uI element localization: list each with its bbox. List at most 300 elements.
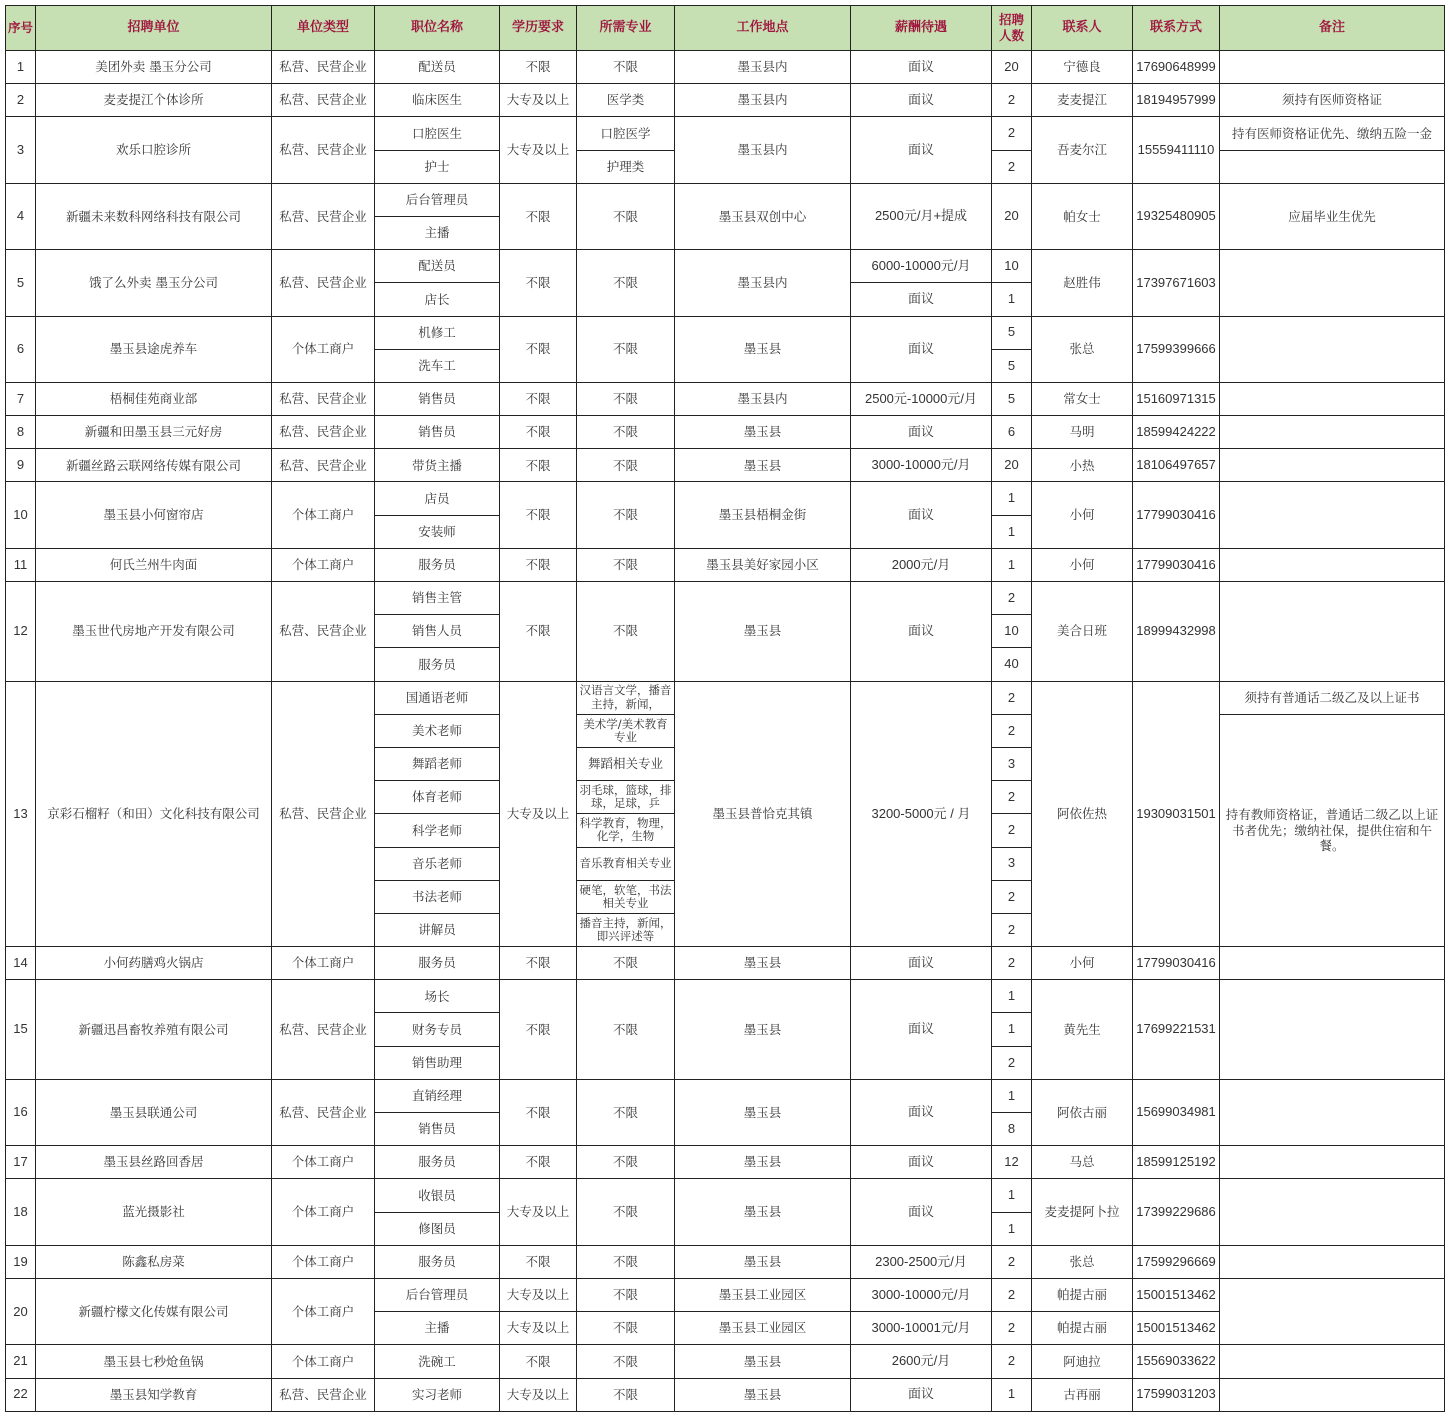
position-title: 主播 — [375, 216, 500, 249]
notes — [1220, 1146, 1445, 1179]
major: 不限 — [577, 382, 675, 415]
company-name: 小何药膳鸡火锅店 — [36, 947, 272, 980]
company-type: 个体工商户 — [272, 1245, 375, 1278]
hire-count: 2 — [992, 582, 1032, 615]
salary: 2500元/月+提成 — [851, 183, 992, 249]
major: 播音主持，新闻，即兴评述等 — [577, 913, 675, 946]
major: 不限 — [577, 449, 675, 482]
company-name: 新疆丝路云联网络传媒有限公司 — [36, 449, 272, 482]
position-title: 美术老师 — [375, 714, 500, 747]
contact-person: 阿依佐热 — [1032, 681, 1133, 947]
position-title: 洗车工 — [375, 349, 500, 382]
position-title: 场长 — [375, 980, 500, 1013]
position-title: 直销经理 — [375, 1079, 500, 1112]
position-title: 销售员 — [375, 416, 500, 449]
hire-count: 1 — [992, 1212, 1032, 1245]
education: 大专及以上 — [500, 1179, 577, 1245]
major: 不限 — [577, 482, 675, 548]
contact-phone: 15699034981 — [1133, 1079, 1220, 1145]
contact-person: 小热 — [1032, 449, 1133, 482]
contact-phone: 17599296669 — [1133, 1245, 1220, 1278]
company-name: 新疆未来数科网络科技有限公司 — [36, 183, 272, 249]
company-name: 何氏兰州牛肉面 — [36, 548, 272, 581]
salary: 3000-10000元/月 — [851, 1278, 992, 1311]
major: 硬笔，软笔，书法相关专业 — [577, 880, 675, 913]
position-title: 财务专员 — [375, 1013, 500, 1046]
work-location: 墨玉县 — [675, 1245, 851, 1278]
company-type: 私营、民营企业 — [272, 250, 375, 316]
work-location: 墨玉县 — [675, 1378, 851, 1411]
notes — [1220, 250, 1445, 316]
major: 口腔医学 — [577, 117, 675, 150]
work-location: 墨玉县 — [675, 1179, 851, 1245]
education: 不限 — [500, 947, 577, 980]
company-type: 个体工商户 — [272, 482, 375, 548]
education: 大专及以上 — [500, 681, 577, 947]
salary: 3000-10000元/月 — [851, 449, 992, 482]
work-location: 墨玉县内 — [675, 51, 851, 84]
hire-count: 5 — [992, 349, 1032, 382]
notes: 持有教师资格证，普通话二级乙以上证书者优先；缴纳社保，提供住宿和午餐。 — [1220, 714, 1445, 946]
position-title: 体育老师 — [375, 781, 500, 814]
header-salary: 薪酬待遇 — [851, 6, 992, 51]
position-title: 服务员 — [375, 1245, 500, 1278]
hire-count: 10 — [992, 250, 1032, 283]
table-row — [6, 1278, 1445, 1311]
education: 大专及以上 — [500, 117, 577, 183]
company-type: 私营、民营企业 — [272, 416, 375, 449]
major: 不限 — [577, 1079, 675, 1145]
salary: 面议 — [851, 482, 992, 548]
company-name: 墨玉县小何窗帘店 — [36, 482, 272, 548]
contact-person: 黄先生 — [1032, 980, 1133, 1080]
company-type: 个体工商户 — [272, 1146, 375, 1179]
salary: 面议 — [851, 1378, 992, 1411]
contact-phone: 15559411110 — [1133, 117, 1220, 183]
education: 不限 — [500, 250, 577, 316]
row-seq: 3 — [6, 117, 36, 183]
contact-person: 宁德良 — [1032, 51, 1133, 84]
major: 美术学/美术教育专业 — [577, 714, 675, 747]
major: 不限 — [577, 1345, 675, 1378]
hire-count: 20 — [992, 449, 1032, 482]
work-location: 墨玉县内 — [675, 250, 851, 316]
position-title: 服务员 — [375, 947, 500, 980]
table-row — [6, 449, 1445, 482]
contact-person: 帕提古丽 — [1032, 1312, 1133, 1345]
education: 不限 — [500, 416, 577, 449]
position-title: 后台管理员 — [375, 1278, 500, 1311]
notes — [1220, 548, 1445, 581]
work-location: 墨玉县 — [675, 1345, 851, 1378]
company-type: 私营、民营企业 — [272, 582, 375, 682]
contact-phone: 17799030416 — [1133, 482, 1220, 548]
company-name: 墨玉县知学教育 — [36, 1378, 272, 1411]
hire-count: 2 — [992, 1345, 1032, 1378]
company-type: 个体工商户 — [272, 947, 375, 980]
notes — [1220, 416, 1445, 449]
table-row — [6, 1146, 1445, 1179]
position-title: 服务员 — [375, 1146, 500, 1179]
hire-count: 3 — [992, 847, 1032, 880]
work-location: 墨玉县 — [675, 316, 851, 382]
company-type: 个体工商户 — [272, 1179, 375, 1245]
contact-phone: 17690648999 — [1133, 51, 1220, 84]
work-location: 墨玉县 — [675, 416, 851, 449]
major: 音乐教育相关专业 — [577, 847, 675, 880]
table-row — [6, 117, 1445, 150]
salary: 面议 — [851, 117, 992, 183]
education: 不限 — [500, 1079, 577, 1145]
company-name: 墨玉世代房地产开发有限公司 — [36, 582, 272, 682]
position-title: 店员 — [375, 482, 500, 515]
education: 不限 — [500, 183, 577, 249]
salary: 面议 — [851, 582, 992, 682]
salary: 2000元/月 — [851, 548, 992, 581]
position-title: 科学老师 — [375, 814, 500, 847]
notes: 持有医师资格证优先、缴纳五险一金 — [1220, 117, 1445, 150]
salary: 面议 — [851, 1079, 992, 1145]
major: 不限 — [577, 1278, 675, 1311]
work-location: 墨玉县普恰克其镇 — [675, 681, 851, 947]
education: 不限 — [500, 382, 577, 415]
hire-count: 2 — [992, 947, 1032, 980]
company-name: 饿了么外卖 墨玉分公司 — [36, 250, 272, 316]
education: 不限 — [500, 1345, 577, 1378]
row-seq: 20 — [6, 1278, 36, 1344]
hire-count: 2 — [992, 1245, 1032, 1278]
major: 舞蹈相关专业 — [577, 747, 675, 780]
position-title: 服务员 — [375, 648, 500, 681]
contact-person: 吾麦尔江 — [1032, 117, 1133, 183]
contact-person: 美合日班 — [1032, 582, 1133, 682]
table-row — [6, 1378, 1445, 1411]
position-title: 服务员 — [375, 548, 500, 581]
row-seq: 1 — [6, 51, 36, 84]
education: 不限 — [500, 449, 577, 482]
contact-phone: 17599031203 — [1133, 1378, 1220, 1411]
position-title: 销售员 — [375, 1113, 500, 1146]
salary: 面议 — [851, 283, 992, 316]
company-name: 新疆和田墨玉县三元好房 — [36, 416, 272, 449]
position-title: 口腔医生 — [375, 117, 500, 150]
contact-phone: 15001513462 — [1133, 1312, 1220, 1345]
education: 大专及以上 — [500, 84, 577, 117]
table-row — [6, 382, 1445, 415]
hire-count: 20 — [992, 51, 1032, 84]
header-count: 招聘人数 — [992, 6, 1032, 51]
contact-person: 阿迪拉 — [1032, 1345, 1133, 1378]
work-location: 墨玉县工业园区 — [675, 1312, 851, 1345]
hire-count: 2 — [992, 913, 1032, 946]
company-type: 私营、民营企业 — [272, 51, 375, 84]
company-name: 麦麦提江个体诊所 — [36, 84, 272, 117]
company-name: 新疆迅昌畜牧养殖有限公司 — [36, 980, 272, 1080]
notes — [1220, 449, 1445, 482]
table-row — [6, 582, 1445, 615]
position-title: 后台管理员 — [375, 183, 500, 216]
position-title: 国通语老师 — [375, 681, 500, 714]
row-seq: 14 — [6, 947, 36, 980]
contact-person: 小何 — [1032, 482, 1133, 548]
header-notes: 备注 — [1220, 6, 1445, 51]
contact-person: 帕女士 — [1032, 183, 1133, 249]
contact-phone: 15569033622 — [1133, 1345, 1220, 1378]
position-title: 收银员 — [375, 1179, 500, 1212]
position-title: 店长 — [375, 283, 500, 316]
notes — [1220, 1179, 1445, 1245]
contact-person: 马总 — [1032, 1146, 1133, 1179]
notes — [1220, 316, 1445, 382]
row-seq: 12 — [6, 582, 36, 682]
company-type: 个体工商户 — [272, 1345, 375, 1378]
row-seq: 6 — [6, 316, 36, 382]
hire-count: 2 — [992, 714, 1032, 747]
hire-count: 40 — [992, 648, 1032, 681]
header-phone: 联系方式 — [1133, 6, 1220, 51]
education: 大专及以上 — [500, 1278, 577, 1311]
company-name: 蓝光摄影社 — [36, 1179, 272, 1245]
company-name: 墨玉县途虎养车 — [36, 316, 272, 382]
notes — [1220, 1079, 1445, 1145]
contact-phone: 15001513462 — [1133, 1278, 1220, 1311]
major: 不限 — [577, 548, 675, 581]
company-type: 私营、民营企业 — [272, 681, 375, 947]
company-name: 欢乐口腔诊所 — [36, 117, 272, 183]
major: 羽毛球，篮球，排球，足球，乒 — [577, 781, 675, 814]
contact-phone: 17799030416 — [1133, 548, 1220, 581]
contact-phone: 17399229686 — [1133, 1179, 1220, 1245]
hire-count: 8 — [992, 1113, 1032, 1146]
major: 不限 — [577, 947, 675, 980]
work-location: 墨玉县双创中心 — [675, 183, 851, 249]
position-title: 安装师 — [375, 515, 500, 548]
row-seq: 21 — [6, 1345, 36, 1378]
hire-count: 2 — [992, 1312, 1032, 1345]
company-type: 私营、民营企业 — [272, 183, 375, 249]
work-location: 墨玉县内 — [675, 117, 851, 183]
hire-count: 2 — [992, 117, 1032, 150]
contact-person: 小何 — [1032, 947, 1133, 980]
notes — [1220, 51, 1445, 84]
major: 不限 — [577, 250, 675, 316]
salary: 2600元/月 — [851, 1345, 992, 1378]
header-position: 职位名称 — [375, 6, 500, 51]
hire-count: 1 — [992, 980, 1032, 1013]
company-type: 私营、民营企业 — [272, 980, 375, 1080]
company-name: 墨玉县丝路回香居 — [36, 1146, 272, 1179]
position-title: 临床医生 — [375, 84, 500, 117]
header-location: 工作地点 — [675, 6, 851, 51]
salary: 面议 — [851, 1146, 992, 1179]
hire-count: 2 — [992, 1046, 1032, 1079]
major: 不限 — [577, 1312, 675, 1345]
contact-person: 麦麦提阿卜拉 — [1032, 1179, 1133, 1245]
hire-count: 5 — [992, 316, 1032, 349]
education: 不限 — [500, 582, 577, 682]
contact-phone: 17397671603 — [1133, 250, 1220, 316]
hire-count: 1 — [992, 1013, 1032, 1046]
contact-phone: 18599125192 — [1133, 1146, 1220, 1179]
row-seq: 2 — [6, 84, 36, 117]
contact-phone: 19309031501 — [1133, 681, 1220, 947]
company-type: 私营、民营企业 — [272, 449, 375, 482]
hire-count: 1 — [992, 1179, 1032, 1212]
education: 不限 — [500, 51, 577, 84]
position-title: 配送员 — [375, 250, 500, 283]
salary: 面议 — [851, 947, 992, 980]
position-title: 主播 — [375, 1312, 500, 1345]
row-seq: 15 — [6, 980, 36, 1080]
header-type: 单位类型 — [272, 6, 375, 51]
contact-phone: 18194957999 — [1133, 84, 1220, 117]
company-name: 墨玉县联通公司 — [36, 1079, 272, 1145]
position-title: 销售员 — [375, 382, 500, 415]
work-location: 墨玉县美好家园小区 — [675, 548, 851, 581]
major: 不限 — [577, 1378, 675, 1411]
row-seq: 16 — [6, 1079, 36, 1145]
notes — [1220, 980, 1445, 1080]
hire-count: 1 — [992, 1079, 1032, 1112]
major: 不限 — [577, 51, 675, 84]
header-company: 招聘单位 — [36, 6, 272, 51]
company-type: 私营、民营企业 — [272, 84, 375, 117]
notes: 应届毕业生优先 — [1220, 183, 1445, 249]
education: 不限 — [500, 980, 577, 1080]
table-row — [6, 1245, 1445, 1278]
education: 不限 — [500, 1146, 577, 1179]
education: 大专及以上 — [500, 1378, 577, 1411]
contact-person: 常女士 — [1032, 382, 1133, 415]
contact-phone: 15160971315 — [1133, 382, 1220, 415]
position-title: 带货主播 — [375, 449, 500, 482]
salary: 面议 — [851, 980, 992, 1080]
education: 不限 — [500, 482, 577, 548]
contact-person: 赵胜伟 — [1032, 250, 1133, 316]
hire-count: 2 — [992, 1278, 1032, 1311]
contact-phone: 19325480905 — [1133, 183, 1220, 249]
major: 不限 — [577, 316, 675, 382]
major: 不限 — [577, 1146, 675, 1179]
hire-count: 10 — [992, 615, 1032, 648]
notes — [1220, 582, 1445, 682]
notes — [1220, 1245, 1445, 1278]
salary: 面议 — [851, 51, 992, 84]
notes — [1220, 1378, 1445, 1411]
hire-count: 12 — [992, 1146, 1032, 1179]
education: 大专及以上 — [500, 1312, 577, 1345]
hire-count: 6 — [992, 416, 1032, 449]
contact-phone: 18599424222 — [1133, 416, 1220, 449]
salary: 面议 — [851, 416, 992, 449]
company-name: 新疆柠檬文化传媒有限公司 — [36, 1278, 272, 1344]
table-row — [6, 51, 1445, 84]
work-location: 墨玉县梧桐金街 — [675, 482, 851, 548]
contact-person: 张总 — [1032, 316, 1133, 382]
row-seq: 22 — [6, 1378, 36, 1411]
salary: 3200-5000元 / 月 — [851, 681, 992, 947]
major: 汉语言文学，播音主持，新闻， — [577, 681, 675, 714]
hire-count: 2 — [992, 814, 1032, 847]
header-seq: 序号 — [6, 6, 36, 51]
hire-count: 1 — [992, 515, 1032, 548]
notes — [1220, 947, 1445, 980]
company-name: 梧桐佳苑商业部 — [36, 382, 272, 415]
contact-person: 张总 — [1032, 1245, 1133, 1278]
education: 不限 — [500, 1245, 577, 1278]
company-name: 墨玉县七秒炝鱼锅 — [36, 1345, 272, 1378]
hire-count: 1 — [992, 1378, 1032, 1411]
table-row — [6, 1345, 1445, 1378]
work-location: 墨玉县内 — [675, 382, 851, 415]
hire-count: 2 — [992, 880, 1032, 913]
table-row — [6, 1079, 1445, 1112]
major: 不限 — [577, 183, 675, 249]
hire-count: 2 — [992, 84, 1032, 117]
hire-count: 2 — [992, 781, 1032, 814]
contact-phone: 17599399666 — [1133, 316, 1220, 382]
contact-person: 阿依古丽 — [1032, 1079, 1133, 1145]
position-title: 音乐老师 — [375, 847, 500, 880]
notes — [1220, 1345, 1445, 1378]
salary: 2300-2500元/月 — [851, 1245, 992, 1278]
company-type: 个体工商户 — [272, 548, 375, 581]
company-name: 陈鑫私房菜 — [36, 1245, 272, 1278]
salary: 3000-10001元/月 — [851, 1312, 992, 1345]
row-seq: 9 — [6, 449, 36, 482]
position-title: 修图员 — [375, 1212, 500, 1245]
notes: 须持有普通话二级乙及以上证书 — [1220, 681, 1445, 714]
major: 不限 — [577, 1179, 675, 1245]
work-location: 墨玉县内 — [675, 84, 851, 117]
notes: 须持有医师资格证 — [1220, 84, 1445, 117]
position-title: 讲解员 — [375, 913, 500, 946]
table-row — [6, 548, 1445, 581]
contact-person: 麦麦提江 — [1032, 84, 1133, 117]
hire-count: 5 — [992, 382, 1032, 415]
table-row — [6, 482, 1445, 515]
work-location: 墨玉县 — [675, 1079, 851, 1145]
position-title: 销售人员 — [375, 615, 500, 648]
position-title: 书法老师 — [375, 880, 500, 913]
row-seq: 17 — [6, 1146, 36, 1179]
major: 不限 — [577, 582, 675, 682]
position-title: 配送员 — [375, 51, 500, 84]
major: 不限 — [577, 1245, 675, 1278]
table-row — [6, 183, 1445, 216]
contact-person: 马明 — [1032, 416, 1133, 449]
table-row — [6, 1179, 1445, 1212]
contact-person: 帕提古丽 — [1032, 1278, 1133, 1311]
notes — [1220, 150, 1445, 183]
education: 不限 — [500, 548, 577, 581]
major: 不限 — [577, 416, 675, 449]
notes — [1220, 482, 1445, 548]
hire-count: 2 — [992, 150, 1032, 183]
salary: 6000-10000元/月 — [851, 250, 992, 283]
row-seq: 18 — [6, 1179, 36, 1245]
recruitment-table — [5, 5, 1445, 1412]
work-location: 墨玉县 — [675, 947, 851, 980]
position-title: 实习老师 — [375, 1378, 500, 1411]
hire-count: 1 — [992, 548, 1032, 581]
company-name: 京彩石榴籽（和田）文化科技有限公司 — [36, 681, 272, 947]
hire-count: 3 — [992, 747, 1032, 780]
row-seq: 13 — [6, 681, 36, 947]
company-type: 私营、民营企业 — [272, 1378, 375, 1411]
row-seq: 10 — [6, 482, 36, 548]
notes — [1220, 1278, 1445, 1344]
